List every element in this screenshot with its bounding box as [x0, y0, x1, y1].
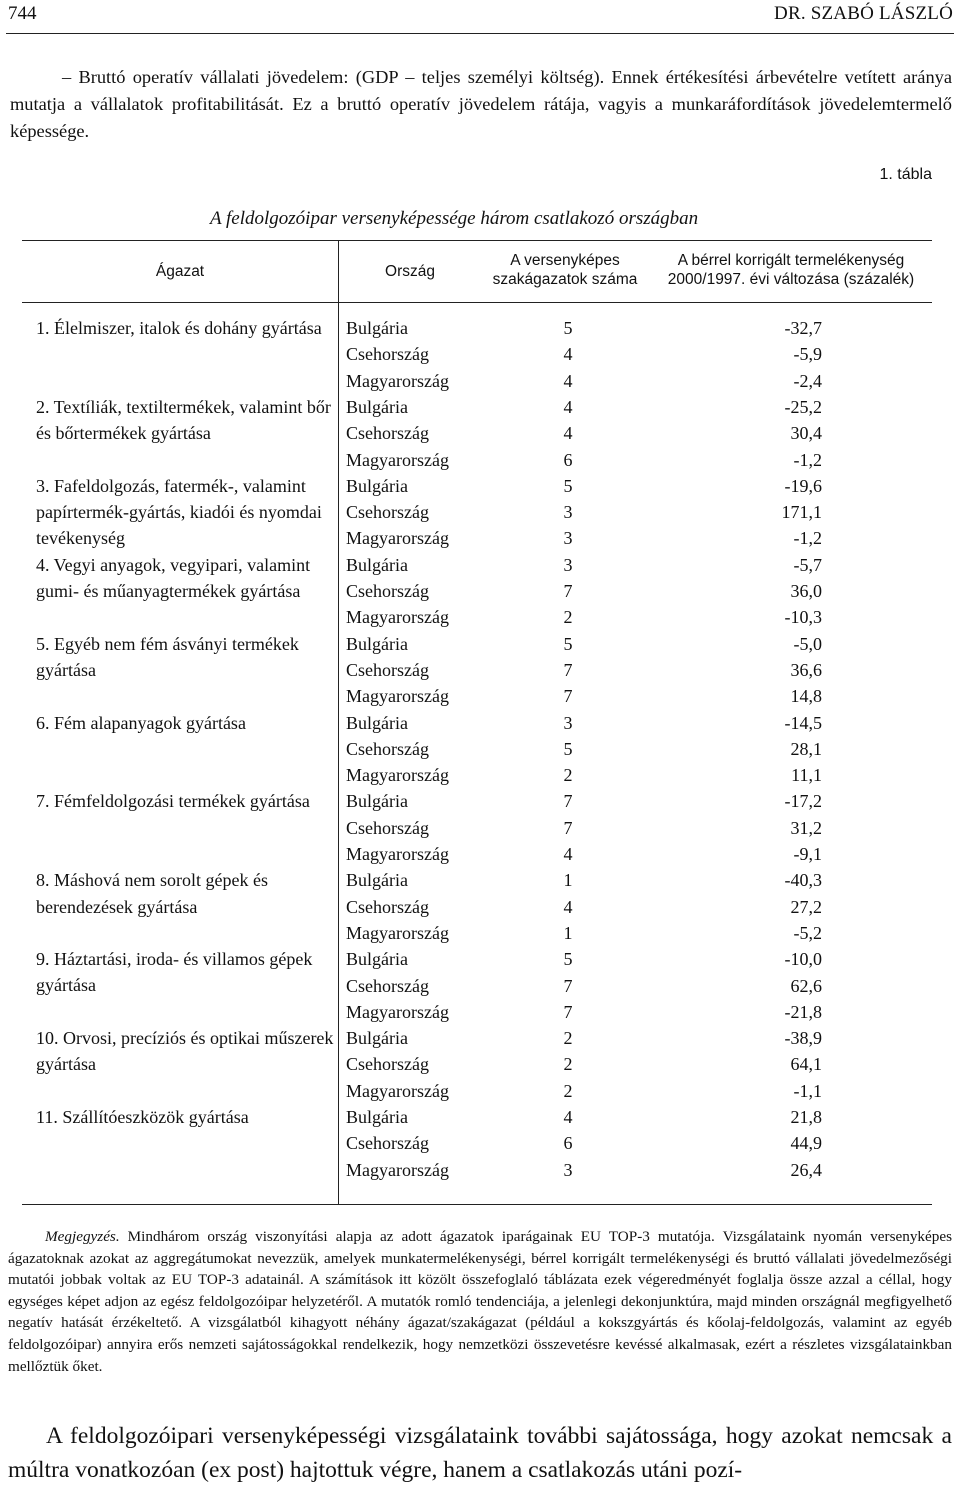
- country-cell: Csehország: [346, 1133, 429, 1154]
- table-bottom-rule: [22, 1204, 932, 1205]
- sector-label: 9. Háztartási, iroda- és villamos gépek gyártása: [36, 949, 313, 996]
- country-cell: Magyarország: [346, 1001, 449, 1022]
- change-cell: -5,2: [793, 922, 822, 943]
- country-cell: Csehország: [346, 344, 429, 365]
- count-cell: 3: [563, 528, 573, 549]
- page-number: 744: [8, 3, 37, 24]
- change-cell: 31,2: [790, 817, 822, 838]
- closing-paragraph: A feldolgozóipari versenyképességi vizsgálataink további sajátossága, hogy azokat nemcsak a múltra vonatkozóan (ex post) hajtottuk végre, hanem a csatlakozás utáni pozí-: [8, 1423, 952, 1483]
- country-cell: Bulgária: [346, 949, 408, 970]
- country-cell: Bulgária: [346, 318, 408, 338]
- change-cell: -10,3: [784, 607, 822, 628]
- country-cell: Magyarország: [346, 686, 449, 707]
- country-cell: Bulgária: [346, 554, 408, 575]
- change-cell: -32,7: [784, 318, 822, 338]
- country-cell: Magyarország: [346, 370, 449, 391]
- country-cell: Magyarország: [346, 528, 449, 549]
- count-cell: 7: [563, 975, 573, 996]
- sector-label: 6. Fém alapanyagok gyártása: [36, 712, 246, 733]
- country-cell: Bulgária: [346, 791, 408, 812]
- count-cell: 4: [563, 370, 573, 391]
- table-note-text: Mindhárom ország viszonyítási alapja az adott ágazatok iparágainak EU TOP-3 mutatója. Vizsgálataink nyomán versenyképes ágazatoknak azokat az aggregátumokat nevezzük, amelyek munkatermelékenységi, bérrel korrigált termelékenységi és bruttó vállalati jövedelmezőségi mutatói jobbak voltak az EU TOP-3 adatainál. A számítások itt közölt összefoglaló táblázata ezek végeredményét foglalja össze azzal a céllal, hogy egységes képet adjon az egész feldolgozóipar helyzetéről. A mutatók romló tendenciája, a jelenlegi dekonjunktúra, majd minden országnál megfigyelhető negatív hatását érzékeltető. A vizsgálatból kihagyott néhány ágazat/szakágazat (például a kokszgyártás és kőolaj-feldolgozás, valamint az egyéb feldolgozóipar) annyira erős nemzeti sajátosságokkal rendelkezik, hogy nemzetközi összevetésre kevéssé alkalmasak, ezért a részletes vizsgálatainkban mellőztük őket.: [8, 1228, 952, 1375]
- count-cell: 4: [563, 396, 573, 417]
- count-cell: 4: [563, 896, 573, 917]
- change-cell: 62,6: [790, 975, 822, 996]
- sector-label: 1. Élelmiszer, italok és dohány gyártása: [36, 318, 322, 338]
- count-cell: 6: [563, 449, 573, 470]
- country-cell: Csehország: [346, 738, 429, 759]
- table-note-lead: Megjegyzés.: [45, 1228, 120, 1245]
- count-cell: 7: [563, 817, 573, 838]
- count-cell: 4: [563, 423, 573, 444]
- count-cell: 1: [563, 922, 573, 943]
- table-title: A feldolgozóipar versenyképessége három csatlakozó országban: [210, 208, 699, 229]
- change-cell: 36,0: [790, 581, 822, 601]
- change-cell: -2,4: [793, 370, 822, 391]
- count-cell: 7: [563, 686, 573, 707]
- table-header-rule: [22, 302, 932, 303]
- count-cell: 5: [563, 318, 573, 338]
- count-cell: 3: [563, 712, 573, 733]
- change-cell: -21,8: [784, 1001, 822, 1022]
- table-note: [8, 1226, 952, 1377]
- country-cell: Csehország: [346, 659, 429, 680]
- count-cell: 7: [563, 791, 573, 812]
- change-cell: 64,1: [790, 1054, 822, 1075]
- table-column-divider: [338, 240, 339, 1204]
- count-cell: 3: [563, 554, 573, 575]
- count-cell: 6: [563, 1133, 573, 1154]
- change-cell: -17,2: [784, 791, 822, 812]
- country-cell: Magyarország: [346, 1080, 449, 1101]
- change-cell: 44,9: [790, 1133, 822, 1154]
- country-cell: Magyarország: [346, 607, 449, 628]
- column-header-change: [650, 251, 932, 289]
- country-cell: Csehország: [346, 817, 429, 838]
- change-cell: -1,2: [793, 528, 822, 549]
- country-cell: Csehország: [346, 581, 429, 601]
- count-cell: 2: [563, 1028, 573, 1049]
- sector-label: 3. Fafeldolgozás, fatermék-, valamint papírtermék-gyártás, kiadói és nyomdai tevékenység: [36, 475, 322, 549]
- change-cell: 28,1: [790, 738, 822, 759]
- change-cell: 36,6: [790, 659, 822, 680]
- count-cell: 4: [563, 844, 573, 864]
- change-cell: -1,2: [793, 449, 822, 470]
- change-cell: -14,5: [784, 712, 822, 733]
- column-header-country: Ország: [385, 263, 435, 280]
- count-cell: 7: [563, 581, 573, 601]
- column-header-count: [480, 251, 650, 289]
- running-head: DR. SZABÓ LÁSZLÓ: [774, 3, 953, 24]
- count-cell: 3: [563, 1159, 573, 1180]
- country-cell: Bulgária: [346, 1028, 408, 1049]
- sector-label: 8. Máshová nem sorolt gépek és berendezések gyártása: [36, 870, 268, 917]
- country-cell: Csehország: [346, 1054, 429, 1075]
- country-cell: Csehország: [346, 502, 429, 523]
- count-cell: 5: [563, 633, 573, 654]
- header-rule: [6, 33, 954, 34]
- country-cell: Bulgária: [346, 396, 408, 417]
- change-cell: 27,2: [790, 896, 822, 917]
- table-top-rule: [22, 240, 932, 241]
- table-number: 1. tábla: [879, 166, 932, 183]
- country-cell: Magyarország: [346, 449, 449, 470]
- sector-label: 2. Textíliák, textiltermékek, valamint bőr és bőrtermékek gyártása: [36, 396, 331, 444]
- change-cell: 26,4: [790, 1159, 822, 1180]
- change-cell: -10,0: [784, 949, 822, 970]
- country-cell: Magyarország: [346, 844, 449, 864]
- count-cell: 5: [563, 949, 573, 970]
- column-header-sector: Ágazat: [155, 263, 205, 280]
- change-cell: 30,4: [790, 423, 822, 444]
- country-cell: Bulgária: [346, 633, 408, 654]
- column-header-change-line2: 2000/1997. évi változása (százalék): [667, 271, 915, 288]
- count-cell: 3: [563, 502, 573, 523]
- change-cell: -5,0: [793, 633, 822, 654]
- count-cell: 2: [563, 1054, 573, 1075]
- sector-label: 10. Orvosi, precíziós és optikai műszerek gyártása: [36, 1028, 334, 1075]
- change-cell: -1,1: [793, 1080, 822, 1101]
- count-cell: 2: [563, 607, 573, 628]
- change-cell: -40,3: [784, 870, 822, 891]
- sector-label: 7. Fémfeldolgozási termékek gyártása: [36, 791, 310, 812]
- change-cell: 14,8: [790, 686, 822, 707]
- country-cell: Csehország: [346, 896, 429, 917]
- country-cell: Bulgária: [346, 712, 408, 733]
- count-cell: 7: [563, 659, 573, 680]
- count-cell: 4: [563, 1107, 573, 1127]
- count-cell: 2: [563, 1080, 573, 1101]
- count-cell: 4: [563, 344, 573, 365]
- count-cell: 2: [563, 765, 573, 786]
- country-cell: Magyarország: [346, 765, 449, 786]
- column-header-change-line1: A bérrel korrigált termelékenység: [677, 252, 905, 269]
- change-cell: -25,2: [784, 396, 822, 417]
- change-cell: -38,9: [784, 1028, 822, 1049]
- country-cell: Csehország: [346, 975, 429, 996]
- sector-label: 5. Egyéb nem fém ásványi termékek gyártása: [36, 633, 299, 680]
- count-cell: 5: [563, 738, 573, 759]
- column-header-count-line1: A versenyképes: [510, 252, 620, 269]
- country-cell: Magyarország: [346, 1159, 449, 1180]
- count-cell: 5: [563, 475, 573, 496]
- country-cell: Magyarország: [346, 922, 449, 943]
- count-cell: 7: [563, 1001, 573, 1022]
- change-cell: -5,9: [793, 344, 822, 365]
- country-cell: Bulgária: [346, 1107, 408, 1127]
- column-header-count-line2: szakágazatok száma: [492, 271, 638, 288]
- change-cell: -5,7: [793, 554, 822, 575]
- change-cell: -19,6: [784, 475, 822, 496]
- intro-paragraph: – Bruttó operatív vállalati jövedelem: (GDP – teljes személyi költség). Ennek értékesítési árbevételre vetített aránya mutatja a vállalatok profitabilitását. Ez a bruttó operatív jövedelem rátája, vagyis a munkaráfordítások jövedelemtermelő képessége.: [10, 67, 952, 141]
- count-cell: 1: [563, 870, 573, 891]
- country-cell: Bulgária: [346, 870, 408, 891]
- country-cell: Bulgária: [346, 475, 408, 496]
- change-cell: 171,1: [781, 502, 822, 523]
- sector-label: 4. Vegyi anyagok, vegyipari, valamint gumi- és műanyagtermékek gyártása: [36, 554, 311, 601]
- sector-label: 11. Szállítóeszközök gyártása: [36, 1107, 249, 1127]
- change-cell: 21,8: [790, 1107, 822, 1127]
- change-cell: 11,1: [791, 765, 822, 786]
- country-cell: Csehország: [346, 423, 429, 444]
- change-cell: -9,1: [793, 844, 822, 864]
